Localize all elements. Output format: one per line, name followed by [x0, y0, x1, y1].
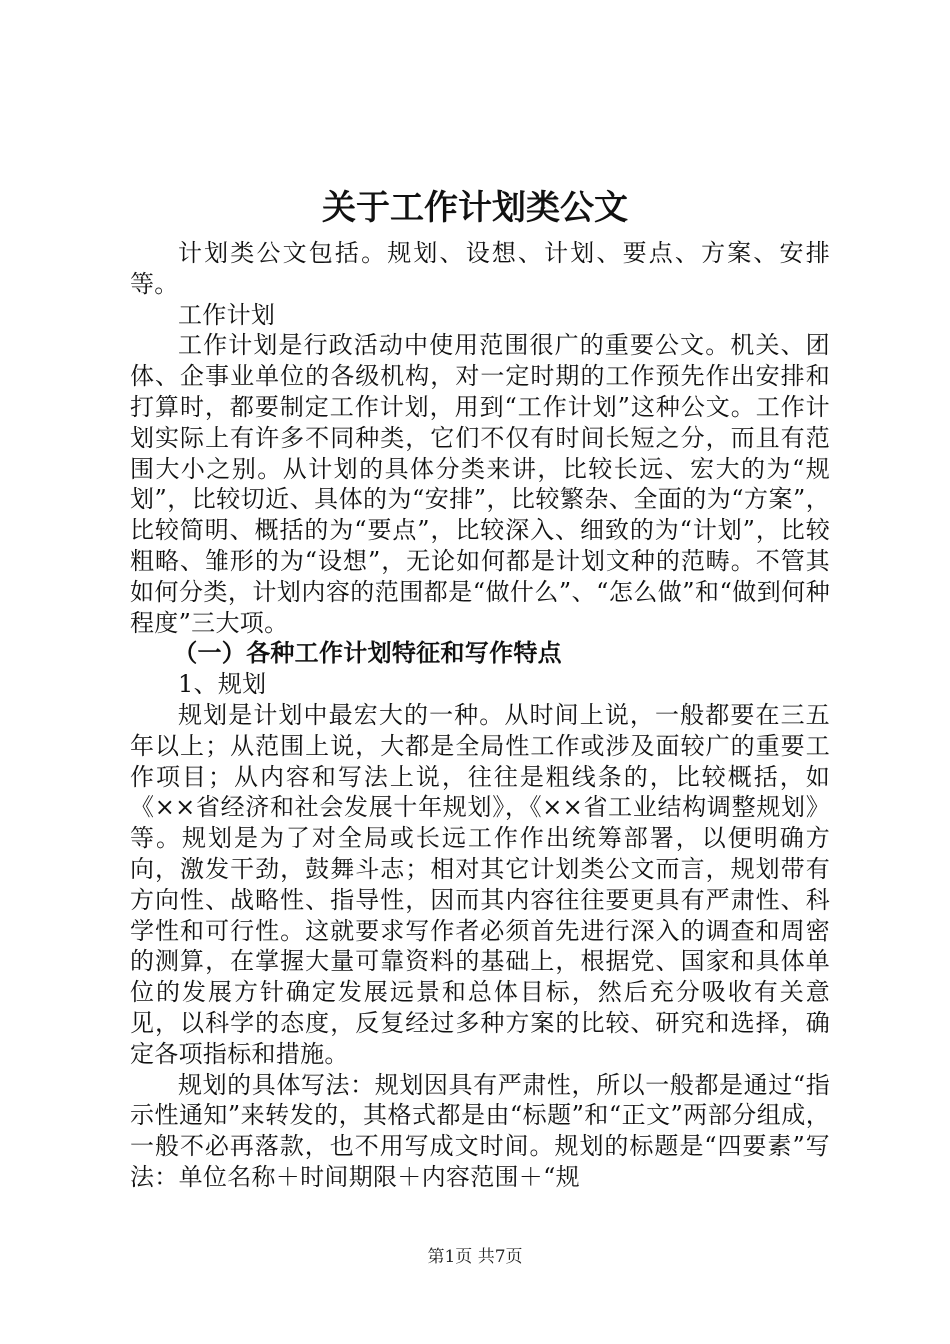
document-body: [130, 238, 830, 1193]
paragraph-planning-format: 规划的具体写法：规划因具有严肃性，所以一般都是通过“指示性通知”来转发的，其格式都是由“标题”和“正文”两部分组成，一般不必再落款，也不用写成文时间。规划的标题是“四要素”写法：单位名称＋时间期限＋内容范围＋“规: [130, 1070, 830, 1191]
document-title: 关于工作计划类公文: [322, 188, 628, 228]
section-heading-1: （一）各种工作计划特征和写作特点: [173, 639, 562, 668]
paragraph-work-plan: 工作计划是行政活动中使用范围很广的重要公文。机关、团体、企事业单位的各级机构，对一定时期的工作预先作出安排和打算时，都要制定工作计划，用到“工作计划”这种公文。工作计划实际上有许多不同种类，它们不仅有时间长短之分，而且有范围大小之别。从计划的具体分类来讲，比较长远、宏大的为“规划”，比较切近、具体的为“安排”，比较繁杂、全面的为“方案”，比较简明、概括的为“要点”，比较深入、细致的为“计划”，比较粗略、雏形的为“设想”，无论如何都是计划文种的范畴。不管其如何分类，计划内容的范围都是“做什么”、“怎么做”和“做到何种程度”三大项。: [130, 331, 830, 637]
page-number-footer: 第1页 共7页: [427, 1247, 523, 1267]
section-label-work-plan: 工作计划: [178, 300, 276, 329]
paragraph-intro: 计划类公文包括。规划、设想、计划、要点、方案、安排等。: [130, 239, 830, 298]
paragraph-planning: 规划是计划中最宏大的一种。从时间上说，一般都要在三五年以上；从范围上说，大都是全局性工作或涉及面较广的重要工作项目；从内容和写法上说，往往是粗线条的，比较概括，如《××省经济和社会发展十年规划》，《××省工业结构调整规划》等。规划是为了对全局或长远工作作出统筹部署，以便明确方向，激发干劲，鼓舞斗志；相对其它计划类公文而言，规划带有方向性、战略性、指导性，因而其内容往往要更具有严肃性、科学性和可行性。这就要求写作者必须首先进行深入的调查和周密的测算，在掌握大量可靠资料的基础上，根据党、国家和具体单位的发展方针确定发展远景和总体目标，然后充分吸收有关意见，以科学的态度，反复经过多种方案的比较、研究和选择，确定各项指标和措施。: [130, 700, 830, 1068]
subsection-label-planning: 1、规划: [178, 670, 267, 699]
